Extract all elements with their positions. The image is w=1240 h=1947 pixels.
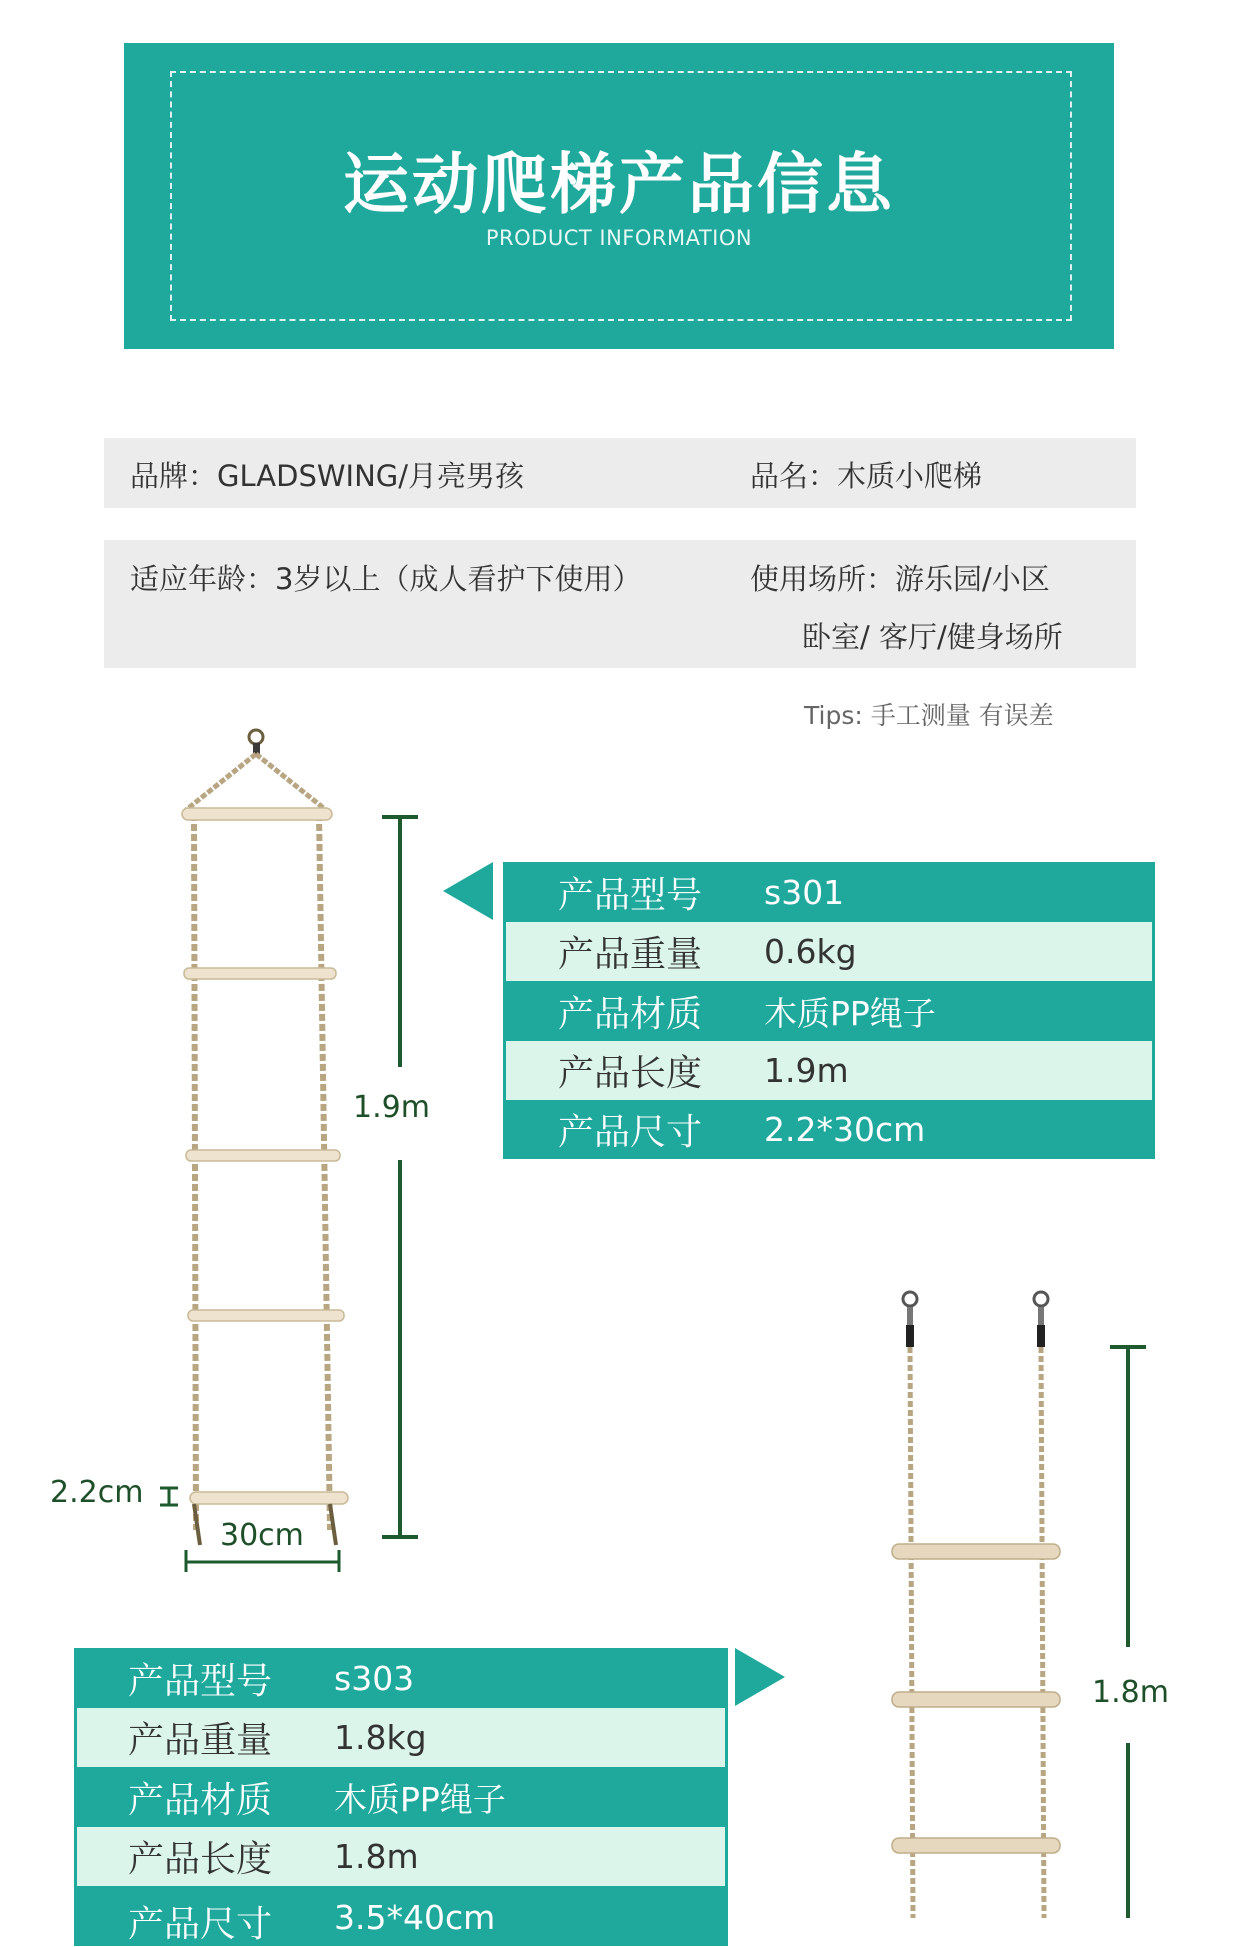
info-box-usage — [104, 540, 1136, 668]
spec-key: 产品重量 — [128, 1720, 273, 1761]
age-text: 适应年龄：3岁以上（成人看护下使用） — [130, 562, 642, 596]
spec-value: 木质PP绳子 — [334, 1779, 506, 1819]
spec-value: 0.6kg — [764, 932, 857, 971]
spec-row-model — [74, 1648, 728, 1708]
pointer-right-triangle — [733, 1648, 785, 1706]
width-dimension-line — [184, 1548, 342, 1574]
place-text-line1: 使用场所：游乐园/小区 — [750, 562, 1050, 596]
spec-row-model — [503, 862, 1155, 922]
spec-key: 产品型号 — [128, 1660, 273, 1702]
pointer-left-triangle — [443, 862, 495, 920]
spec-value: 2.2*30cm — [764, 1110, 926, 1149]
spec-table-s301 — [503, 862, 1155, 1159]
ladder-s301-image — [160, 710, 360, 1550]
spec-row-weight — [503, 922, 1155, 981]
width-label-s301: 30cm — [220, 1518, 304, 1553]
height-dimension-line-s303 — [1108, 1345, 1148, 1918]
place-text-line2: 卧室/ 客厅/健身场所 — [802, 620, 1063, 654]
spec-key: 产品长度 — [128, 1839, 273, 1880]
product-name-text: 品名：木质小爬梯 — [750, 459, 983, 493]
spec-row-weight — [74, 1708, 728, 1767]
spec-key: 产品尺寸 — [558, 1112, 703, 1153]
spec-key: 产品型号 — [558, 874, 703, 916]
spec-row-size — [503, 1100, 1155, 1159]
page-subtitle: PRODUCT INFORMATION — [485, 226, 753, 250]
spec-value: s301 — [764, 872, 845, 912]
ladder-s303-image — [880, 1285, 1080, 1918]
spec-key: 产品重量 — [558, 934, 703, 975]
page-title: 运动爬梯产品信息 — [343, 146, 895, 223]
thickness-dimension-mark — [158, 1485, 182, 1509]
spec-key: 产品材质 — [558, 993, 703, 1035]
spec-value: 1.8kg — [334, 1718, 427, 1757]
brand-text: 品牌：GLADSWING/月亮男孩 — [130, 459, 525, 493]
tips-note: Tips: 手工测量 有误差 — [804, 701, 1054, 730]
spec-key: 产品材质 — [128, 1779, 273, 1821]
spec-table-s303 — [74, 1648, 728, 1945]
spec-row-material — [503, 981, 1155, 1041]
spec-row-material — [74, 1767, 728, 1827]
info-box-brand — [104, 438, 1136, 508]
thickness-label-s301: 2.2cm — [50, 1475, 144, 1510]
spec-value: 1.9m — [764, 1051, 849, 1090]
spec-value: 3.5*40cm — [334, 1898, 496, 1937]
spec-value: 1.8m — [334, 1837, 419, 1876]
spec-key: 产品长度 — [558, 1053, 703, 1094]
height-label-s303: 1.8m — [1092, 1675, 1169, 1710]
spec-value: 木质PP绳子 — [764, 993, 936, 1033]
header-banner — [124, 43, 1114, 349]
spec-row-length — [503, 1041, 1155, 1100]
spec-key: 产品尺寸 — [128, 1904, 273, 1945]
spec-row-length — [74, 1827, 728, 1886]
height-label-s301: 1.9m — [353, 1090, 430, 1125]
height-dimension-line — [380, 815, 420, 1545]
spec-value: s303 — [334, 1658, 415, 1698]
spec-row-size — [74, 1886, 728, 1946]
